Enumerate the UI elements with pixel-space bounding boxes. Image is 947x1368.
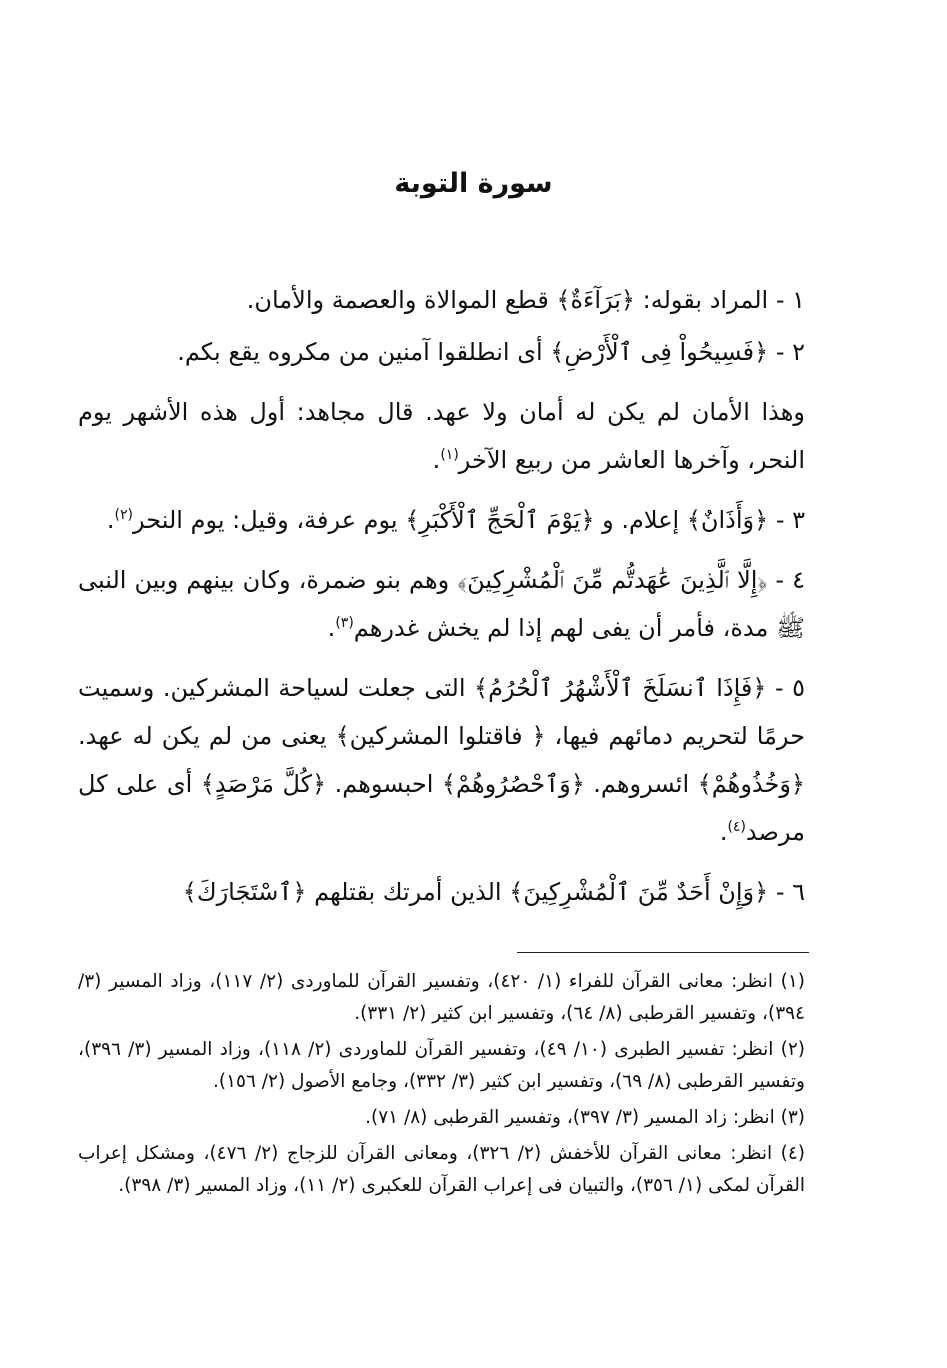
paragraph-3-text: وهذا الأمان لم يكن له أمان ولا عهد. قال مجاهد: أول هذه الأشهر يوم النحر، وآخرها العاشر من ربيع الآخر bbox=[78, 398, 805, 474]
paragraph-5 bbox=[78, 556, 805, 652]
paragraph-6 bbox=[78, 664, 805, 856]
paragraph-5-text: ٤ - ﴿إِلَّا ٱلَّذِينَ عَٰهَدتُّم مِّنَ ٱلْمُشْرِكِينَ﴾ وهم بنو ضمرة، وكان بينهم وبين النبى ﷺ مدة، فأمر أن يفى لهم إذا لم يخش غدرهم bbox=[78, 566, 805, 642]
footnote-2: (٢) انظر: تفسير الطبرى (١٠/ ٤٩)، وتفسير القرآن للماوردى (٢/ ١١٨)، وزاد المسير (٣/ ٣٩٦)، وتفسير القرطبى (٨/ ٦٩)، وتفسير ابن كثير (٣/ ٣٣٢)، وجامع الأصول (٢/ ١٥٦). bbox=[78, 1039, 805, 1092]
paragraph-3-end: . bbox=[432, 446, 441, 474]
paragraph-5-end: . bbox=[327, 614, 336, 642]
body-text bbox=[78, 276, 805, 928]
footnote-3: (٣) انظر: زاد المسير (٣/ ٣٩٧)، وتفسير القرطبى (٨/ ٧١). bbox=[365, 1107, 805, 1128]
paragraph-6-text: ٥ - ﴿فَإِذَا ٱنسَلَخَ ٱلْأَشْهُرُ ٱلْحُرُمُ﴾ التى جعلت لسياحة المشركين. وسميت حرمًا لتحريم دمائهم فيها، ﴿ فاقتلوا المشركين﴾ يعنى من لم يكن له عهد. ﴿وَخُذُوهُمْ﴾ ائسروهم. ﴿وَٱحْصُرُوهُمْ﴾ احبسوهم. ﴿كُلَّ مَرْصَدٍ﴾ أى على كل مرصد bbox=[78, 674, 805, 846]
footnote-ref-4[interactable]: (٤) bbox=[727, 819, 746, 835]
footnote-divider bbox=[517, 952, 809, 953]
footnotes bbox=[78, 966, 805, 1206]
footnote-4: (٤) انظر: معانى القرآن للأخفش (٢/ ٣٢٦)، ومعانى القرآن للزجاج (٢/ ٤٧٦)، ومشكل إعراب القرآن لمكى (١/ ٣٥٦)، والتبيان فى إعراب القرآن للعكبرى (٢/ ١١)، وزاد المسير (٣/ ٣٩٨). bbox=[78, 1143, 805, 1196]
paragraph-7: ٦ - ﴿وَإِنْ أَحَدٌ مِّنَ ٱلْمُشْرِكِينَ﴾ الذين أمرتك بقتلهم ﴿ٱسْتَجَارَكَ﴾ bbox=[182, 878, 805, 906]
paragraph-3 bbox=[78, 388, 805, 484]
paragraph-4-end: . bbox=[106, 506, 115, 534]
footnote-ref-3[interactable]: (٣) bbox=[335, 615, 354, 631]
footnote-ref-1[interactable]: (١) bbox=[440, 447, 459, 463]
paragraph-4 bbox=[78, 496, 805, 544]
page-title: سورة التوبة bbox=[394, 168, 553, 199]
footnote-1: (١) انظر: معانى القرآن للفراء (١/ ٤٢٠)، وتفسير القرآن للماوردى (٢/ ١١٧)، وزاد المسير (٣/ ٣٩٤)، وتفسير القرطبى (٨/ ٦٤)، وتفسير ابن كثير (٢/ ٣٣١). bbox=[78, 971, 805, 1024]
paragraph-6-end: . bbox=[719, 818, 728, 846]
footnote-ref-2[interactable]: (٢) bbox=[114, 507, 134, 523]
paragraph-2: ٢ - ﴿فَسِيحُواْ فِى ٱلْأَرْضِ﴾ أى انطلقوا آمنين من مكروه يقع بكم. bbox=[177, 338, 805, 366]
paragraph-1: ١ - المراد بقوله: ﴿بَرَآءَةٌ﴾ قطع الموالاة والعصمة والأمان. bbox=[246, 286, 805, 314]
paragraph-4-text: ٣ - ﴿وَأَذَانٌ﴾ إعلام. و ﴿يَوْمَ ٱلْحَجِّ ٱلْأَكْبَرِ﴾ يوم عرفة، وقيل: يوم النحر bbox=[133, 506, 805, 534]
